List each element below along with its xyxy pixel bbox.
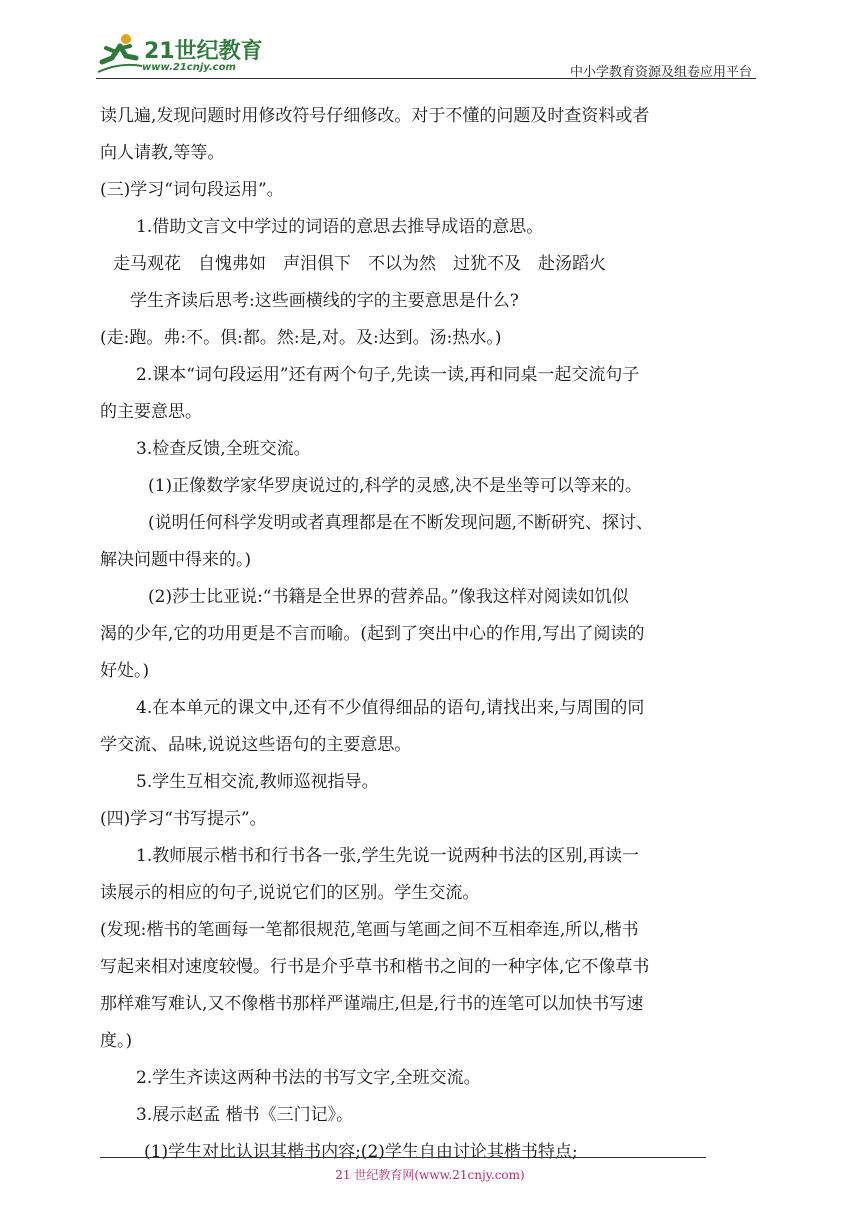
text-line: (说明任何科学发明或者真理都是在不断发现问题,不断研究、探讨、 bbox=[148, 513, 654, 533]
platform-label: 中小学教育资源及组卷应用平台 bbox=[569, 65, 752, 80]
text-line: 2.学生齐读这两种书法的书写文字,全班交流。 bbox=[136, 1068, 481, 1088]
text-line: (1)学生对比认识其楷书内容;(2)学生自由讨论其楷书特点; bbox=[144, 1142, 578, 1162]
logo-text: 21世纪教育 bbox=[144, 39, 263, 64]
text-line: 2.课本“词句段运用”还有两个句子,先读一读,再和同桌一起交流句子 bbox=[136, 365, 640, 385]
text-line: 学交流、品味,说说这些语句的主要意思。 bbox=[100, 735, 412, 755]
footer-divider bbox=[100, 1157, 706, 1158]
text-line: 3.检查反馈,全班交流。 bbox=[136, 439, 311, 459]
section-heading: (四)学习“书写提示”。 bbox=[100, 809, 267, 829]
text-line: (1)正像数学家华罗庚说过的,科学的灵感,决不是坐等可以等来的。 bbox=[148, 476, 642, 496]
text-line: 好处。) bbox=[100, 661, 150, 681]
section-heading: (三)学习“词句段运用”。 bbox=[100, 180, 284, 200]
text-line: (走:跑。弗:不。俱:都。然:是,对。及:达到。汤:热水。) bbox=[100, 328, 502, 348]
footer-text: 21 世纪教育网(www.21cnjy.com) bbox=[335, 1168, 525, 1182]
logo bbox=[96, 32, 266, 76]
page-header bbox=[96, 28, 756, 82]
text-line: (2)莎士比亚说:“书籍是全世界的营养品。”像我这样对阅读如饥似 bbox=[148, 587, 629, 607]
text-line: 1.借助文言文中学过的词语的意思去推导成语的意思。 bbox=[136, 217, 544, 237]
text-line: (发现:楷书的笔画每一笔都很规范,笔画与笔画之间不互相牵连,所以,楷书 bbox=[100, 920, 639, 940]
text-line: 读展示的相应的句子,说说它们的区别。学生交流。 bbox=[100, 883, 480, 903]
text-line: 读几遍,发现问题时用修改符号仔细修改。对于不懂的问题及时查资料或者 bbox=[100, 106, 650, 126]
text-line: 的主要意思。 bbox=[100, 402, 202, 422]
text-line: 5.学生互相交流,教师巡视指导。 bbox=[136, 772, 379, 792]
runner-icon bbox=[96, 32, 144, 76]
text-line: 3.展示赵孟 楷书《三门记》。 bbox=[136, 1105, 354, 1125]
text-line: 度。) bbox=[100, 1031, 133, 1051]
text-line: 学生齐读后思考:这些画横线的字的主要意思是什么? bbox=[130, 291, 519, 311]
text-line: 4.在本单元的课文中,还有不少值得细品的语句,请找出来,与周围的同 bbox=[136, 698, 645, 718]
text-line: 那样难写难认,又不像楷书那样严谨端庄,但是,行书的连笔可以加快书写速 bbox=[100, 994, 644, 1014]
text-line: 写起来相对速度较慢。行书是介乎草书和楷书之间的一种字体,它不像草书 bbox=[100, 957, 650, 977]
text-line: 解决问题中得来的。) bbox=[100, 550, 252, 570]
idiom-list: 走马观花 自愧弗如 声泪俱下 不以为然 过犹不及 赴汤蹈火 bbox=[113, 254, 606, 274]
text-line: 渴的少年,它的功用更是不言而喻。(起到了突出中心的作用,写出了阅读的 bbox=[100, 624, 645, 644]
logo-url: www.21cnjy.com bbox=[142, 62, 236, 73]
header-divider bbox=[96, 78, 756, 79]
text-line: 向人请教,等等。 bbox=[100, 143, 225, 163]
text-line: 1.教师展示楷书和行书各一张,学生先说一说两种书法的区别,再读一 bbox=[136, 846, 640, 866]
